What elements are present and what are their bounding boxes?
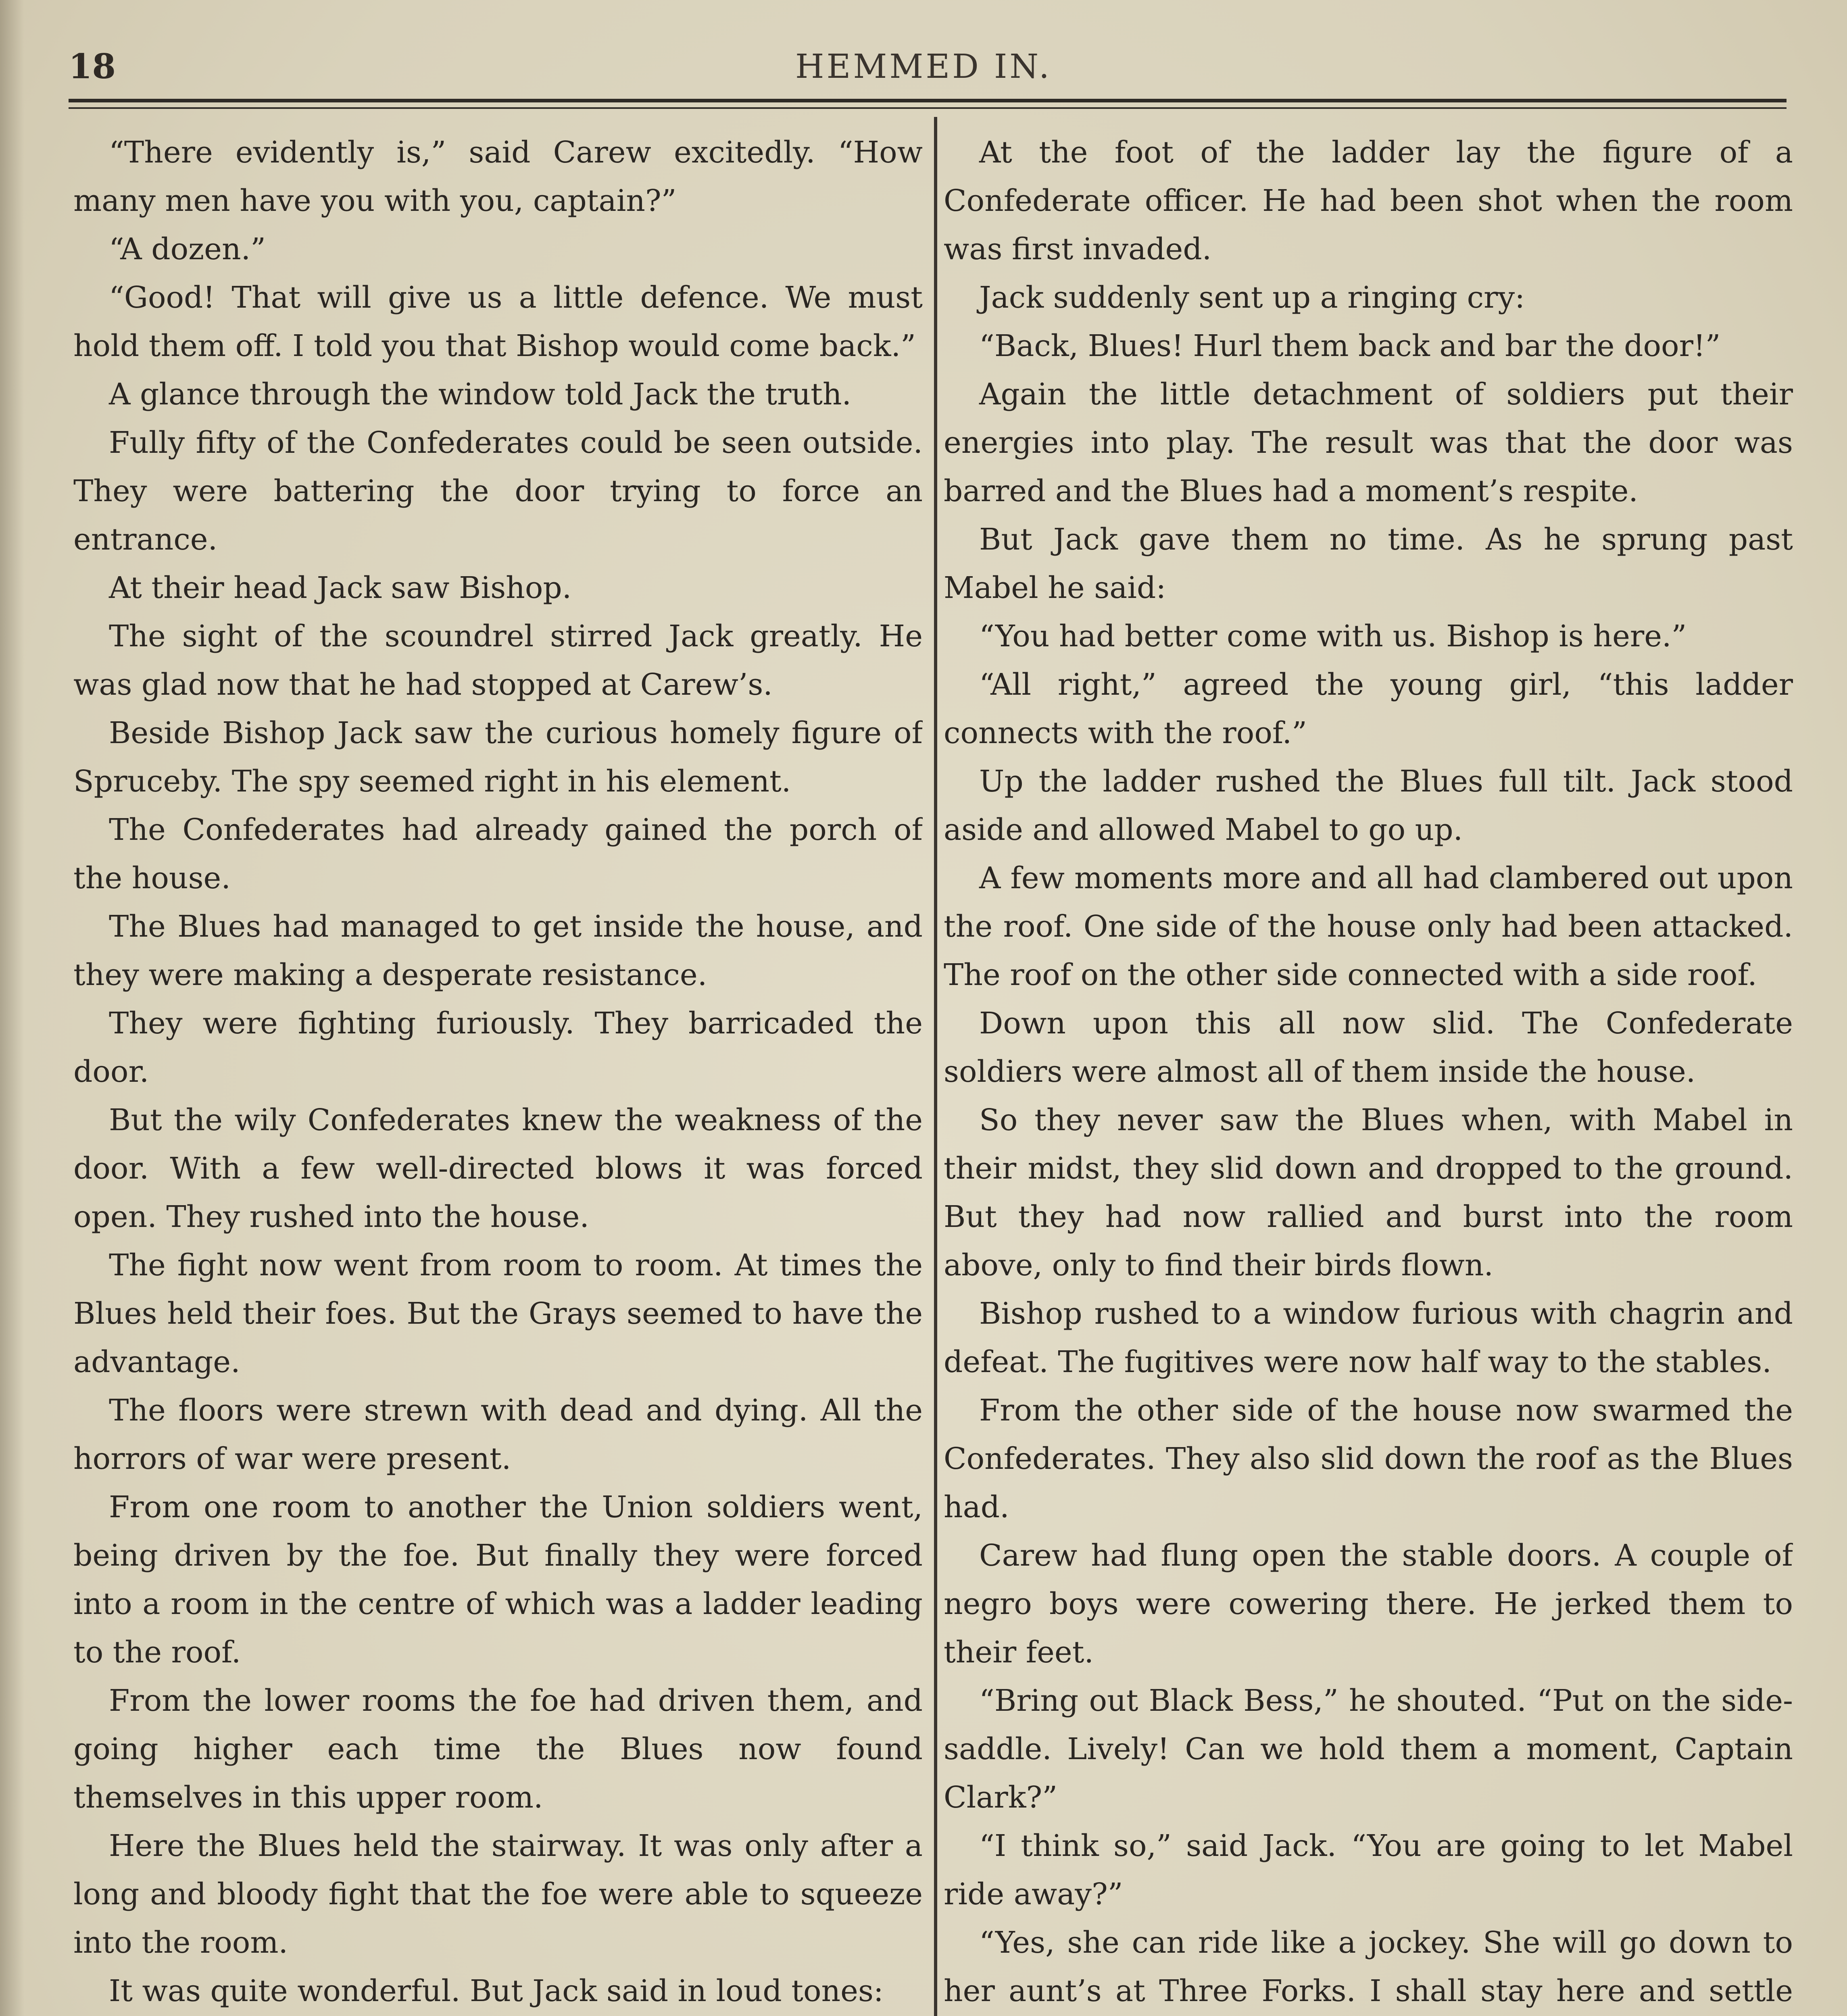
paragraph: The fight now went from room to room. At times the Blues held their foes. But the Grays seemed to have the advantage.: [73, 1248, 923, 1379]
paragraph: “A dozen.”: [109, 232, 266, 267]
paragraph: A few moments more and all had clambered out upon the roof. One side of the house only had been attacked. The roof on the other side connected with a side roof.: [944, 861, 1793, 992]
paragraph: The sight of the scoundrel stirred Jack greatly. He was glad now that he had stopped at Carew’s.: [73, 619, 923, 702]
paragraph: From the lower rooms the foe had driven them, and going higher each time the Blues now found themselves in this upper room.: [73, 1683, 923, 1815]
column-divider: [934, 117, 937, 2016]
paragraph: Bishop rushed to a window furious with chagrin and defeat. The fugitives were now half way to the stables.: [944, 1296, 1793, 1379]
paragraph: “All right,” agreed the young girl, “this ladder connects with the roof.”: [944, 667, 1793, 750]
paragraph: The Confederates had already gained the porch of the house.: [73, 812, 923, 896]
paragraph: Jack suddenly sent up a ringing cry:: [979, 280, 1525, 315]
paragraph: “Back, Blues! Hurl them back and bar the door!”: [979, 329, 1721, 363]
paragraph: Here the Blues held the stairway. It was only after a long and bloody fight that the foe were able to squeeze into the room.: [73, 1829, 923, 1960]
header-rule: [69, 99, 1787, 102]
paragraph: Again the little detachment of soldiers put their energies into play. The result was that the door was barred and the Blues had a moment’s respite.: [944, 377, 1793, 508]
paragraph: “I think so,” said Jack. “You are going to let Mabel ride away?”: [944, 1829, 1793, 1912]
paragraph: The Blues had managed to get inside the house, and they were making a desperate resistance.: [73, 909, 923, 992]
paragraph: Beside Bishop Jack saw the curious homely figure of Spruceby. The spy seemed right in his element.: [73, 716, 923, 799]
paragraph: A glance through the window told Jack the truth.: [109, 377, 852, 412]
paragraph: “There evidently is,” said Carew excitedly. “How many men have you with you, captain?”: [73, 135, 923, 218]
paragraph: Carew had flung open the stable doors. A couple of negro boys were cowering there. He jerked them to their feet.: [944, 1538, 1793, 1670]
right-text-column: [944, 128, 1793, 2016]
paragraph: At their head Jack saw Bishop.: [109, 571, 572, 605]
paragraph: The floors were strewn with dead and dying. All the horrors of war were present.: [73, 1393, 923, 1476]
paragraph: “Yes, she can ride like a jockey. She will go down to her aunt’s at Three Forks. I shall stay here and settle: [944, 1925, 1793, 2008]
paragraph: At the foot of the ladder lay the figure of a Confederate officer. He had been shot when the room was first invaded.: [944, 135, 1793, 267]
paragraph: From the other side of the house now swarmed the Confederates. They also slid down the roof as the Blues had.: [944, 1393, 1793, 1524]
paragraph: “Good! That will give us a little defence. We must hold them off. I told you that Bishop would come back.”: [73, 280, 923, 363]
running-title: HEMMED IN.: [795, 48, 1052, 86]
paragraph: “Bring out Black Bess,” he shouted. “Put on the side-saddle. Lively! Can we hold them a moment, Captain Clark?”: [944, 1683, 1793, 1815]
paragraph: “You had better come with us. Bishop is here.”: [979, 619, 1687, 654]
page-number: 18: [69, 46, 116, 86]
left-text-column: [73, 128, 923, 2016]
paragraph: Fully fifty of the Confederates could be seen outside. They were battering the door trying to force an entrance.: [73, 425, 923, 557]
paragraph: Up the ladder rushed the Blues full tilt. Jack stood aside and allowed Mabel to go up.: [944, 764, 1793, 847]
paragraph: From one room to another the Union soldiers went, being driven by the foe. But finally they were forced into a room in the centre of which was a ladder leading to the roof.: [73, 1490, 923, 1670]
paragraph: But the wily Confederates knew the weakness of the door. With a few well-directed blows it was forced open. They rushed into the house.: [73, 1103, 923, 1234]
paragraph: Down upon this all now slid. The Confederate soldiers were almost all of them inside the house.: [944, 1006, 1793, 1089]
paragraph: But Jack gave them no time. As he sprung past Mabel he said:: [944, 522, 1793, 605]
page-edge-shadow: [0, 0, 24, 2016]
paragraph: They were fighting furiously. They barricaded the door.: [73, 1006, 923, 1089]
header-rule-thin: [69, 107, 1787, 109]
paragraph: It was quite wonderful. But Jack said in loud tones:: [109, 1974, 884, 2008]
paragraph: So they never saw the Blues when, with Mabel in their midst, they slid down and dropped to the ground. But they had now rallied and burst into the room above, only to find their birds flown.: [944, 1103, 1793, 1283]
